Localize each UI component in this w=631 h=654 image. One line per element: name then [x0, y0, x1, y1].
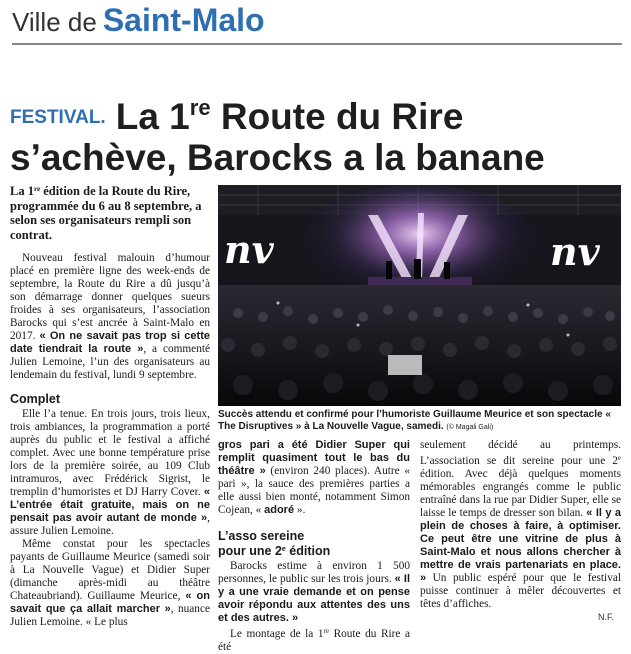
col2-text-3b: Route du Rire a été [218, 628, 411, 653]
col3-quote: « Il y a plein de choses à faire, à optimiser. Ce peut être une vitrine de plus à Saint-Malo et nous allons chercher à mettre de vrais partenariats en place. » [420, 507, 621, 584]
col2-paragraph-1 [218, 439, 410, 517]
masthead-rule [12, 43, 622, 45]
concert-photo-image [218, 185, 621, 406]
front-sign [388, 355, 422, 375]
venue-logo-right: nv [550, 229, 600, 274]
masthead-prefix: Ville de [12, 7, 97, 37]
column-2 [218, 439, 410, 654]
col2-paragraph-2 [218, 560, 410, 625]
column-1 [10, 252, 210, 629]
lead-b: édition de la Route du Rire, programmée du 6 au 8 septembre, a selon ses organisateurs rempli son contrat. [10, 184, 202, 242]
col3-sup: e [617, 454, 621, 462]
subhead-asso [218, 529, 410, 558]
lead-sup: re [33, 185, 41, 193]
subhead-asso-sup: e [281, 546, 286, 553]
concert-photo [218, 185, 621, 406]
col3-text-a: seulement décidé au printemps. L’association se dit sereine pour une 2 [420, 439, 621, 467]
subhead-asso-line-1: L’asso sereine [218, 529, 305, 543]
author-signature: N.F. [598, 612, 615, 622]
venue-logo-left: nv [224, 227, 274, 272]
headline-line-1-sup: re [189, 95, 211, 120]
col2-quote: qui remplit quasiment tout le bas du théâtre » [218, 439, 410, 477]
headline-line-1 [10, 88, 624, 138]
complet-quote-2: « on savait que ça allait marcher » [10, 590, 210, 615]
photo-caption [218, 409, 621, 434]
subhead-complet: Complet [10, 392, 60, 406]
intro-end: , a commenté Julien Lemoine, l’un des organisateurs au lendemain du festival, lundi 9 septembre. [10, 343, 210, 381]
col3-text-b: édition. Avec déjà quelques moments mémorables engrangés comme le public entraîné dans la rue par Didier Super, elle se laisse le temps de dresser son bilan. [420, 468, 621, 519]
headline-line-2: s’achève, Barocks a la banane [10, 137, 545, 178]
col2-adore: adoré [264, 504, 295, 516]
headline-line-1-b: Route du Rire [210, 96, 464, 137]
col2-text-3a: Le montage de la 1 [230, 628, 324, 640]
col2-quote-start: gros pari a été Didier Super [218, 439, 386, 451]
lead-paragraph [10, 182, 206, 242]
col2-text-1: (environ 240 places). Autre « pari », la sauce des premières parties a elle aussi bien monté, notamment Simon Cojean, « [218, 465, 410, 516]
intro-text: Nouveau festival malouin d’humour placé en première ligne des week-ends de septembre, la Route du Rire a dû jusqu’à son démarrage donner quelques sueurs froides à ses organisateurs, l’association Barocks qui s’est ancrée à Saint-Malo en 2017. [10, 252, 210, 342]
col2-quote-2: « Il y a une vraie demande et on pense avoir répondu aux attentes des uns et des autres. » [218, 573, 410, 624]
complet-quote-1: « L’entrée était gratuite, mais on ne pensait pas avoir autant de monde » [10, 486, 210, 524]
photo-credit: (© Magali Gali) [446, 424, 494, 431]
complet-text-2: Même constat pour les spectacles payants de Guillaume Meurice (samedi soir à La Nouvelle Vague) et Didier Super (dimanche après-midi au théâtre Chateaubriand). Guillaume Meurice, [10, 538, 210, 602]
masthead-city: Saint-Malo [102, 2, 265, 38]
col3-end: Un public espéré pour que le festival puisse continuer à mêler découvertes et têtes d’affiches. [420, 572, 621, 610]
col2-sup-3: re [323, 627, 329, 635]
intro-quote: « On ne savait pas trop si cette date tiendrait la route » [10, 330, 210, 355]
col2-paragraph-3 [218, 625, 410, 654]
col2-close: ». [294, 504, 306, 516]
complet-end-2: , nuance Julien Lemoine. « Le plus [10, 603, 210, 628]
headline [10, 88, 624, 178]
col3-paragraph-1 [420, 439, 621, 611]
headline-line-1-a: La 1 [115, 96, 190, 137]
lead-a: La 1 [10, 184, 34, 198]
caption-text: Succès attendu et confirmé pour l’humoriste Guillaume Meurice et son spectacle « The Disruptives » à La Nouvelle Vague, samedi. [218, 409, 611, 432]
complet-paragraph-2 [10, 538, 210, 629]
column-3 [420, 439, 621, 611]
subhead-asso-line-2-b: édition [285, 544, 331, 558]
complet-end-1: , assure Julien Lemoine. [10, 512, 210, 537]
subhead-asso-line-2-a: pour une 2 [218, 544, 282, 558]
complet-paragraph-1 [10, 408, 210, 538]
intro-paragraph [10, 252, 210, 382]
col2-text-2: Barocks estime à environ 1 500 personnes, le public sur les trois jours. [218, 560, 410, 585]
complet-text-1: Elle l’a tenue. En trois jours, trois lieux, trois ambiances, la programmation a porté auprès du public et le festival a affiché complet. Avec une bonne température prise lors de la première soirée, au 109 Club intramuros, avec Frédérick Sigrist, le tremplin d’humoristes et DJ Harry Cover. [10, 408, 210, 498]
masthead [12, 2, 622, 42]
headline-kicker: FESTIVAL. [10, 107, 106, 128]
